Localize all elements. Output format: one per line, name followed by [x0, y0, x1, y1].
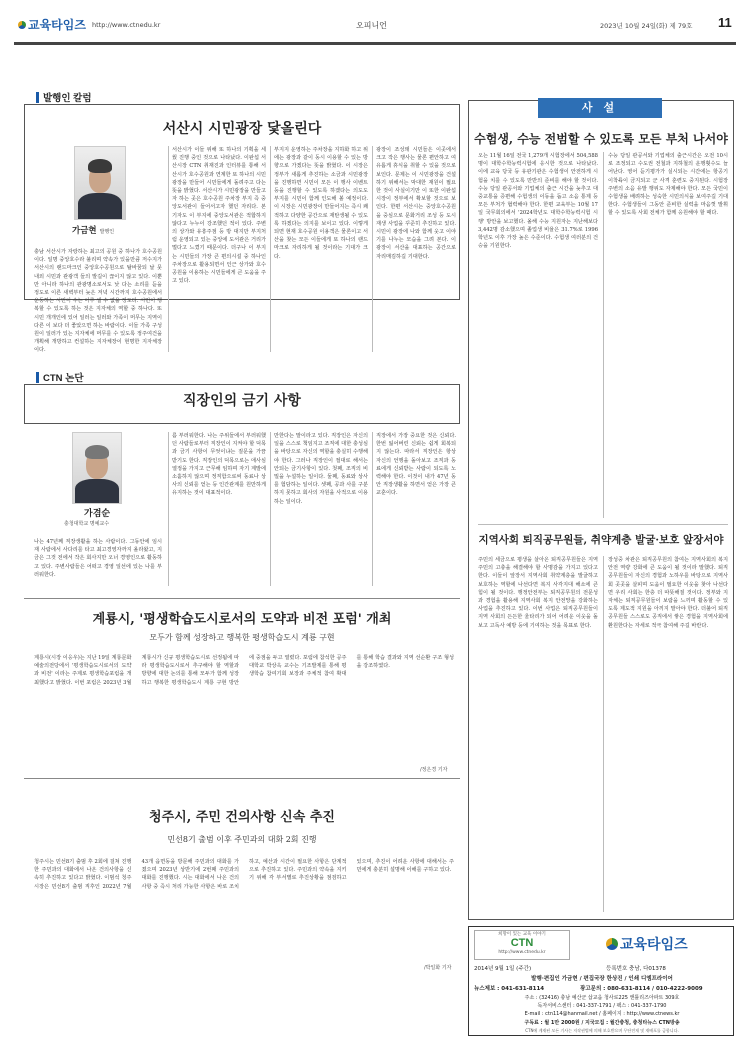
column1-author-photo	[74, 146, 126, 220]
article2-subtitle: 민선8기 출범 이후 주민과의 대화 2회 진행	[167, 835, 317, 844]
ad-brand: CTN	[510, 937, 534, 949]
infobox-address: 주소 : (32416) 충남 예산군 삽교읍 청사로225 앤틀리즈아파트 309호	[524, 995, 680, 1001]
infobox-reg-date: 2014년 9월 1일 (주간)	[474, 966, 532, 972]
article1-subtitle: 모두가 함께 성장하고 행복한 평생학습도시 계룡 구현	[149, 633, 335, 642]
ad-banner[interactable]	[474, 930, 570, 960]
infobox-staff: 발행·편집인 가금현 / 편집국장 한상진 / 인쇄 디엠프라이어	[531, 976, 673, 982]
ad-line: 희망이 있는 교육 이야기	[498, 932, 546, 937]
column2-text-c: 만한다는 말이라고 있다. 직장인은 자신의 일을 스스로 책임지고 조직에 대한 충성심을 바탕으로 자신의 역할을 충실히 수행해야 한다. 그러나 직장인이 절대로 해서는 안되는 금기사항이 있다. 첫째, 조직의 비밀을 누설하는 일이다. 둘째, 동료와 상사를 험담하는 일이다. 셋째, 공과 사를 구분하지 못하고 회사의 자원을 사적으로 이용하는 일이다.	[274, 433, 368, 505]
column1-byline: 가금현 발행인	[72, 226, 115, 236]
article1-text: 계룡시(시장 이응우)는 지난 19일 계룡문화예술의전당에서 '평생학습도시로서의 도약과 비전' 이라는 주제로 평생학습포럼을 개최했다고 밝혔다. 이번 포럼은 2023년 3월 계룡시가 신규 평생학습도시로 선정됨에 따라 평생학습도시로서 추구해야 할 역할과 방향에 대한 논의를 통해 모두가 함께 성장하고 행복한 평생학습도시 계룡 구현 방안에 중점을 두고 열렸다. 포럼에 참석한 공주대학교 박상옥 교수는 기조발제를 통해 평생학습 참여기회 보장과 주체적 참여 확대를 통해 학습 결과와 지역 선순환 구조 형성을 강조하였다.	[34, 655, 454, 686]
infobox-sub: 구독료 : 월 1만 2000원 / 지국모집 : 월간충청, 충청타뉴스 CTN방송	[524, 1020, 680, 1026]
infobox-ad-tel: 광고문의 : 080-631-8114 / 010-4222-9009	[580, 986, 703, 992]
infobox-email[interactable]: E-mail : ctn114@hanmail.net / 홈페이지 : http://www.ctnews.kr	[524, 1011, 680, 1017]
column2-text-b: 름 부러워한다. 나는 주위들에서 부러워했던 사람들로부터 직장인이 지켜야 할 덕목과 금기 사항이 무엇이냐는 질문을 가끔 받기도 한다. 직장인의 덕목으로는 애사심 열정을 가지고 근무해 임하며 자기 계발에 소홀하지 않으며 정직함으로써 동료나 상사의 신뢰를 얻는 등 인간관계를 원만하게 유지하는 것이 대표적이다.	[172, 433, 266, 497]
article1-credit: /정은경 기자	[420, 767, 448, 773]
editorial2-text: 주민의 세금으로 평생을 살아온 퇴직공무원들은 지역주민의 고충을 해결해야 할 사명감을 가지고 있다고 한다. 이들이 앞장서 지역사회 취약계층을 발굴하고 보호하는 역할에 나선다면 복지 사각지대 해소에 큰 힘이 될 것이다. 행정안전부는 퇴직공무원의 전문성과 경험을 활용해 지역사회 복지 안전망을 강화하는 사업을 추진하고 있다. 이번 사업은 퇴직공무원들이 지역 사회의 든든한 울타리가 되어 어려운 이웃을 돌보고 고독사 예방 등에 기여하는 것을 목표로 한다.	[478, 557, 598, 629]
column1-text-d: 광장이 조성돼 시민들은 이곳에서 크고 작은 행사는 물론 편안하고 여유롭게 휴식을 취할 수 있을 것으로 보인다. 문제는 이 시민광장을 건설하기 위해서는 막대한 재원이 필요한 것이 사실이기만 이 또한 이완섭 시장이 정부에서 확보할 것으로 보인다. 한편 서산시는 중앙호수공원을 중심으로 문화거리 조성 등 도시재생 사업을 꾸준히 추진하고 있다. 시민이 광장에 나와 함께 웃고 이야기를 나누는 모습을 그려 본다. 이 광장이 서산을 대표하는 공간으로 자리매김하길 기대한다.	[376, 147, 456, 260]
infobox-news-tel: 뉴스제보 : 041-631-8114	[474, 986, 545, 992]
infobox-hq: 독자서비스센터 : 041-337-1791 / 팩스 : 041-337-1790	[537, 1003, 667, 1009]
issue-date: 2023년 10월 24일(화) 제 79호	[600, 22, 693, 30]
column2-author-photo	[72, 432, 122, 504]
article1-title: 계룡시, '평생학습도시로서의 도약과 비전 포럼' 개최	[92, 612, 392, 627]
column1-text-c: 부지지 운영하는 주차장을 지하화 하고 위에는 광장과 같이 동시 이용할 수 있는 방향으로 가겠다는 뜻을 밝혔다. 이 시장은 정부가 새롭게 추진하는 소금과 시민광장을 진행하면 시민이 모든 이 행사 이벤트 등을 진행할 수 있도록 하겠다는 의도도 부지를 시민이 함께 인도해 볼 예정이다. 이 시장은 시민광장이 만들어지는 즉시 쾌적하고 다양한 공간으로 재탄생될 수 있도록 하겠다는 의지를 보이고 있다. 이렇게 되면 현재 호수공원 이용객은 물론이고 서산을 찾는 모든 이들에게 또 하나의 랜드마크로 자리하게 될 것이라는 기대가 크다.	[274, 147, 368, 260]
column1-tag: 발행인 칼럼	[36, 90, 92, 104]
editorial2-text-b: 장성중 차관은 퇴직공무원의 참여는 지역사회의 복지 안전 역량 강화에 큰 도움이 될 것이라 말했다. 퇴직공무원들이 자신의 경험과 노하우를 바탕으로 지역사회 곳곳을 살피며 도움이 필요한 이웃을 찾아 나선다면 우리 사회는 한층 더 따뜻해질 것이다. 정부와 지자체는 퇴직공무원들이 보람을 느끼며 활동할 수 있도록 제도적 지원을 아끼지 말아야 한다. 더불어 퇴직공무원들 스스로도 공직에서 쌓은 경험을 지역사회에 환원한다는 자세로 적극 참여해 주길 바란다.	[608, 557, 728, 629]
article2-title: 청주시, 주민 건의사항 신속 추진	[149, 810, 335, 825]
editorial1-text: 오는 11월 16일 전국 1,279개 시험장에서 504,588명이 대학수학능력시험에 응시한 것으로 나타났다. 이에 교육 당국 등 유관기관은 수험생이 안전하게 시험을 치를 수 있도록 만반의 준비를 해야 할 것이다. 수능 당일 관공서와 기업체의 출근 시간을 늦추고 대중교통을 증편해 수험생의 이동을 돕고 소음 통제 등 모든 부처가 협력해야 한다. 한편 교육부는 10월 17일 국무회의에서 '2024학년도 대학수학능력시험 시행' 방안을 보고했다. 올해 수능 지원자는 지난해보다 3,442명 감소했으며 졸업생 비율은 31.7%로 1996학년도 이후 가장 높은 수준이다. 수험생 여러분의 건승을 기원한다.	[478, 153, 598, 250]
column2-byline: 가겸순	[84, 509, 111, 519]
column2-author-role: 충청대학교 명예교수	[64, 521, 110, 527]
ad-url: http://www.ctnedu.kr	[498, 950, 546, 955]
article2-text: 청주시는 민선8기 출범 후 2회에 걸쳐 진행한 주민과의 대화에서 나온 건의사항을 신속히 추진하고 있다고 밝혔다. 이범석 청주시장은 민선8기 출범 직후인 2022년 7월 43개 읍면동을 방문해 주민과의 대화를 가졌으며 2023년 상반기에 2번째 주민과의 대화를 진행했다. 시는 대화에서 나온 건의사항 중 즉시 처리 가능한 사항은 바로 조치하고, 예산과 시간이 필요한 사항은 단계적으로 추진하고 있다. 주민과의 약속을 지키기 위해 각 부서별로 추진상황을 점검하고 있으며, 추진이 어려운 사항에 대해서는 주민에게 충분히 설명해 이해를 구하고 있다.	[34, 859, 454, 890]
column2-text-a: 나는 47년쩨 직장생활을 하는 사람이다. 그동안에 임시재 사람에서 사다리를 타고 최고경영자까지 올라왔고, 지금은 그것 전에서 작은 회사지만 오너 경영인으로 활동하고 있다. 주변사람들은 어떠고 경영 일선에 있는 나를 부러워한다.	[34, 539, 162, 578]
logo-icon	[18, 21, 26, 29]
column2-title: 직장인의 금기 사항	[183, 393, 301, 409]
column1-text-a: 충남 서산시가 자랑하는 최고의 공원 중 하나가 호수공원이다. 일명 중앙호수라 불리며 약속가 있을만큼 저수지가 서산시의 랜드마크인 중앙호수공원으로 탈바꿈되 날 뭇 내외 시민과 관광객 들의 발길이 끊이지 않고 있다. 이뿐만 아니라 하나의 관광명소로서도 낮 다는 소리를 듣을 정도로 이른 새벽부터 늦은 저녁 시간까지 호수공원에서 운동하는 시민이 수는 이루 셀 수 없을 정도다. 시민이 행복할 수 있도록 하는 것은 지자체의 역할 중 하나다. 또 시민 개개인에 있어 일러는 일러와 가족이 머무는 지역이 다른 이 보다 더 좋았으면 하는 바람이다. 이들 가족 구성원이 일러가 있는 지자체에 머무를 수 있도록 정주여건을 개획해 개방하고 컨설하는 지자체장이 현명한 지자체장이다.	[34, 249, 162, 354]
article2-credit: /박일화 기자	[424, 965, 452, 971]
column1-title: 서산시 시민광장 닻올린다	[162, 121, 322, 137]
masthead-logo[interactable]	[18, 16, 86, 33]
editorial1-title: 수험생, 수능 전범할 수 있도록 모든 부처 나서야	[474, 132, 728, 146]
header-rule	[14, 42, 736, 45]
masthead-logo-text: 교육타임즈	[28, 18, 86, 32]
infobox-reg-no: 등록번호 충남, 다01378	[606, 966, 666, 972]
page-number: 11	[718, 15, 732, 30]
masthead-url[interactable]: http://www.ctnedu.kr	[92, 21, 161, 29]
infobox-footer: CTN에 게재된 모든 기사는 저작권법에 의해 보호받으며 무단전재 및 재배포를 금합니다.	[525, 1028, 679, 1033]
infobox-logo: 교육타임즈	[606, 934, 688, 954]
column2-text-d: 직장에서 가장 중요한 것은 신뢰다. 한번 잃어버린 신뢰는 쉽게 회복되지 않는다. 따라서 직장인은 항상 자신의 언행을 돌아보고 조직과 동료에게 신뢰받는 사람이 되도록 노력해야 한다. 이것이 내가 47년 동안 직장생활을 하면서 얻은 가장 큰 교훈이다.	[376, 433, 456, 497]
editorial1-text-b: 수능 당일 관공서와 기업체의 출근시간은 오전 10시로 조정되고 수도권 전철과 지하철의 운행횟수도 늘어난다. 영어 듣기평가가 실시되는 시간에는 항공기 이착륙이 금지되고 군 사격 훈련도 중지된다. 시험장 주변의 소음 유발 행위도 자제해야 한다. 모든 국민이 수험생을 배려하는 성숙한 시민의식을 보여주길 기대한다. 수험생들이 그동안 준비한 실력을 마음껏 발휘할 수 있도록 사회 전체가 함께 응원해야 할 때다.	[608, 153, 728, 217]
editorial2-title: 지역사회 퇴직공무원들, 취약계층 발굴·보호 앞장서야	[478, 534, 724, 546]
editorial-tag: 사 설	[538, 98, 662, 118]
section-name: 오피니언	[356, 21, 387, 30]
column2-tag: CTN 논단	[36, 370, 84, 384]
column1-text-b: 서산시가 이들 위해 또 하나의 기획을 세웠 진행 중인 것으로 나타났다. 이완섭 서산시장 CTN 취재진과 인터뷰를 통해 서산시가 호수공원과 연계한 또 하나의 시민광장을 만들어 시민들에게 돌려주고 다는 뜻을 밝혔다. 서산시가 시민광장을 만들고자 하는 곳은 호수공원 주차장 부지 즉 중앙도서관이 들어서고자 했던 자리다. 본 기자도 이 부지에 중앙도서관은 적합하지 않다고 누누이 강조했던 적이 있다. 주변의 상가와 유흥주점 등 방 대지만 부지처럼 운영되고 있는 중앙에 도서관은 거리가 멀다고 느꼈기 때문이다. 더구나 이 부지는 시민들의 가장 큰 편의시설 중 하나인 주차장으로 활용되면서 인근 상가와 호수공원을 이용하는 시민들에게 큰 도움을 주고 있다.	[172, 147, 266, 285]
infobox-logo-icon	[606, 938, 618, 950]
